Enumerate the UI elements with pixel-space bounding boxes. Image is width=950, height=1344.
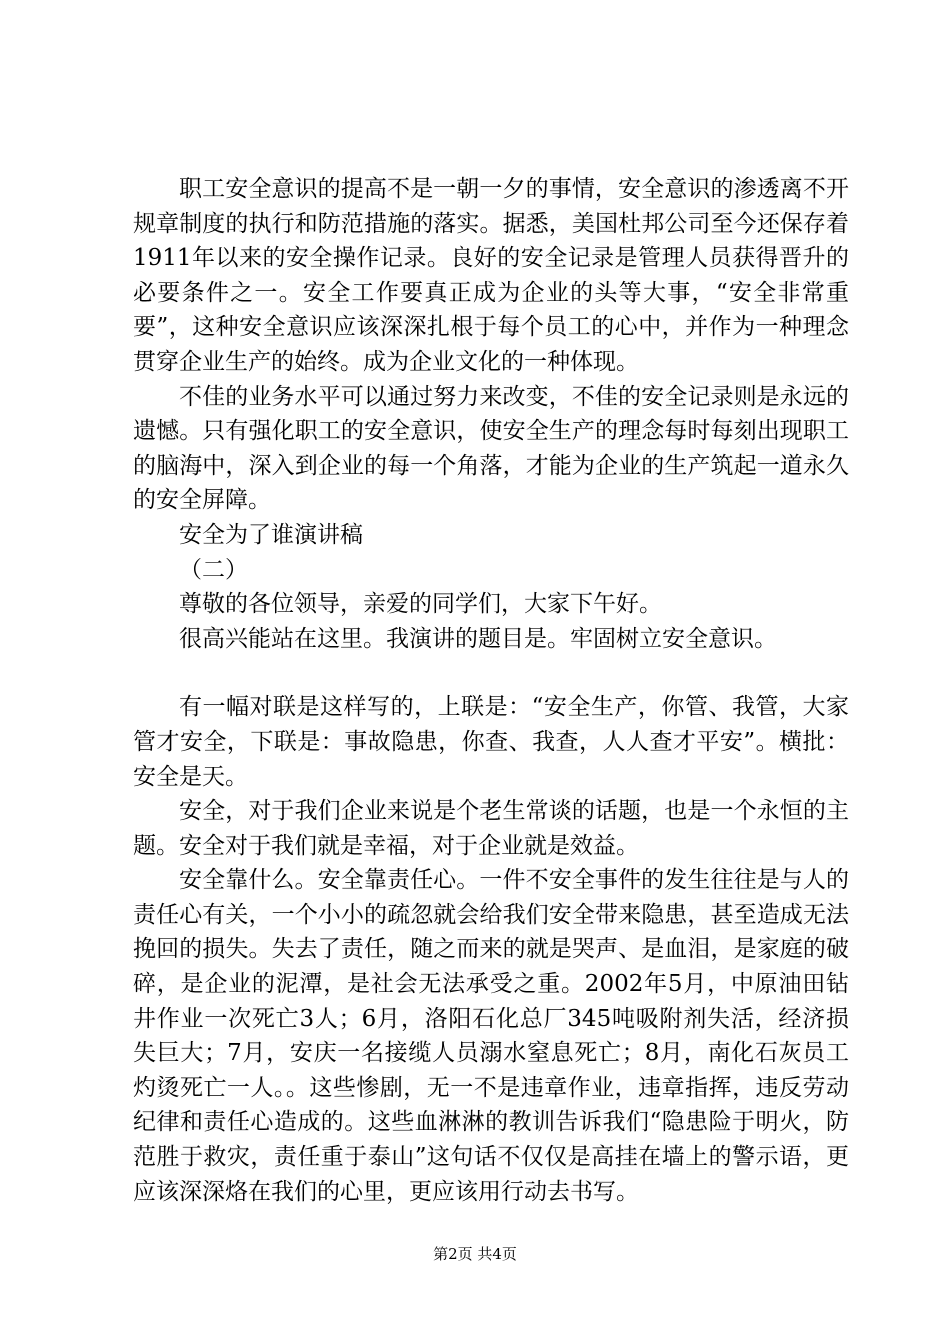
document-body: [133, 172, 849, 1209]
section-number: （二）: [179, 556, 248, 583]
paragraph-responsibility: 安全靠什么。安全靠责任心。一件不安全事件的发生往往是与人的责任心有关，一个小小的疏忽就会给我们安全带来隐患，甚至造成无法挽回的损失。失去了责任，随之而来的就是哭声、是血泪，是家庭的破碎，是企业的泥潭，是社会无法承受之重。2002年5月，中原油田钻井作业一次死亡3人；6月，洛阳石化总厂345吨吸附剂失活，经济损失巨大；7月，安庆一名接缆人员溺水窒息死亡；8月，南化石灰员工灼烫死亡一人。。这些惨剧，无一不是违章作业，违章指挥，违反劳动纪律和责任心造成的。这些血淋淋的教训告诉我们“隐患险于明火，防范胜于救灾，责任重于泰山”这句话不仅仅是高挂在墙上的警示语，更应该深深烙在我们的心里，更应该用行动去书写。: [133, 867, 849, 1205]
blank-line: [133, 656, 849, 690]
paragraph-safety-awareness: 职工安全意识的提高不是一朝一夕的事情，安全意识的渗透离不开规章制度的执行和防范措施的落实。据悉，美国杜邦公司至今还保存着1911年以来的安全操作记录。良好的安全记录是管理人员获得晋升的必要条件之一。安全工作要真正成为企业的头等大事，“安全非常重要”，这种安全意识应该深深扎根于每个员工的心中，并作为一种理念贯穿企业生产的始终。成为企业文化的一种体现。: [133, 176, 849, 375]
page-footer: 第2页 共4页: [433, 1245, 517, 1263]
paragraph-couplet: 有一幅对联是这样写的，上联是：“安全生产，你管、我管，大家管才安全，下联是：事故隐患，你查、我查，人人查才平安”。横批：安全是天。: [133, 694, 849, 790]
paragraph-eternal-theme: 安全，对于我们企业来说是个老生常谈的话题，也是一个永恒的主题。安全对于我们就是幸福，对于企业就是效益。: [133, 798, 849, 859]
paragraph-greeting: 尊敬的各位领导，亲爱的同学们，大家下午好。: [179, 591, 662, 618]
speech-title: 安全为了谁演讲稿: [179, 521, 363, 548]
paragraph-topic: 很高兴能站在这里。我演讲的题目是。牢固树立安全意识。: [179, 625, 777, 652]
paragraph-safety-record: 不佳的业务水平可以通过努力来改变，不佳的安全记录则是永远的遗憾。只有强化职工的安全意识，使安全生产的理念每时每刻出现职工的脑海中，深入到企业的每一个角落，才能为企业的生产筑起一道永久的安全屏障。: [133, 383, 849, 514]
